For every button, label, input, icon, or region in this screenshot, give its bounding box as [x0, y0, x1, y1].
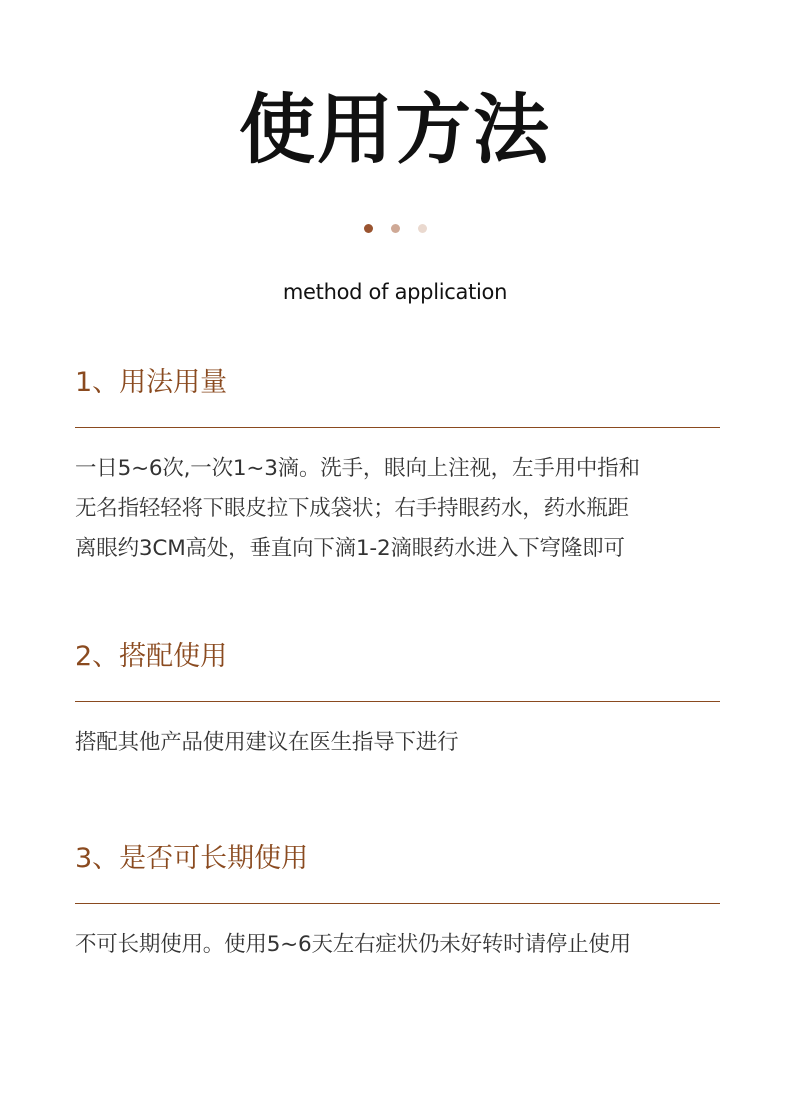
body-line: 一日5~6次,一次1~3滴。洗手，眼向上注视，左手用中指和 — [75, 456, 640, 481]
body-line: 离眼约3CM高处，垂直向下滴1-2滴眼药水进入下穹隆即可 — [75, 536, 625, 561]
section-usage-dosage — [75, 364, 720, 569]
page-subtitle: method of application — [282, 280, 508, 304]
dot-1 — [364, 224, 373, 233]
dot-3 — [418, 224, 427, 233]
body-line: 不可长期使用。使用5~6天左右症状仍未好转时请停止使用 — [75, 932, 631, 957]
section-divider — [75, 903, 720, 904]
section-combination-use — [75, 638, 720, 763]
section-body — [75, 723, 720, 763]
section-heading: 2、搭配使用 — [75, 641, 228, 672]
section-heading: 1、用法用量 — [75, 367, 228, 398]
section-divider — [75, 427, 720, 428]
section-divider — [75, 701, 720, 702]
body-line: 搭配其他产品使用建议在医生指导下进行 — [75, 730, 459, 755]
section-body — [75, 449, 720, 569]
page-title: 使用方法 — [239, 85, 551, 174]
section-body — [75, 925, 720, 965]
section-long-term-use — [75, 840, 720, 965]
body-line: 无名指轻轻将下眼皮拉下成袋状；右手持眼药水，药水瓶距 — [75, 496, 629, 521]
dot-2 — [391, 224, 400, 233]
pagination-dots — [0, 224, 790, 233]
section-heading: 3、是否可长期使用 — [75, 843, 309, 874]
